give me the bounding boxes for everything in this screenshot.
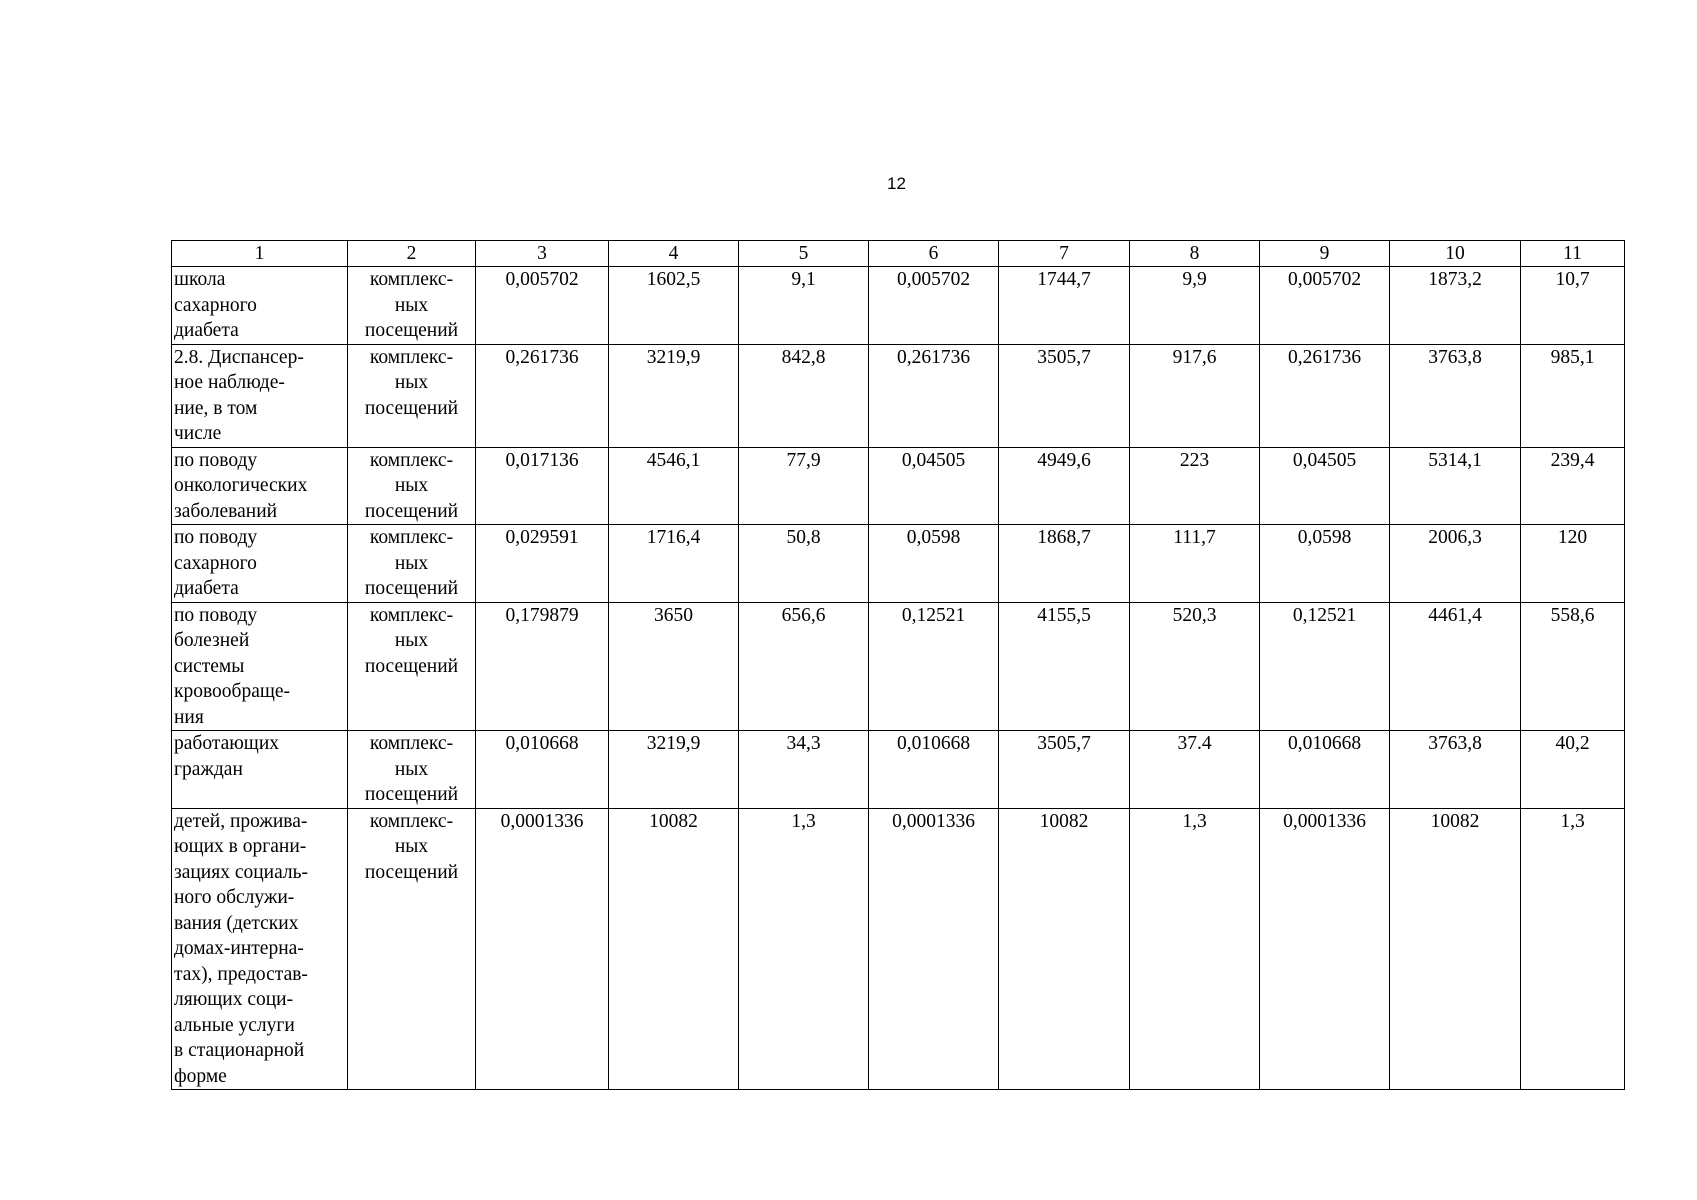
- value-cell: 0,261736: [1260, 344, 1390, 447]
- value-cell: 0,0001336: [476, 808, 609, 1090]
- value-cell: 3505,7: [999, 731, 1130, 809]
- row-name-cell: [172, 731, 348, 809]
- value-cell: 40,2: [1521, 731, 1625, 809]
- value-cell: 120: [1521, 525, 1625, 603]
- value-cell: 2006,3: [1390, 525, 1521, 603]
- value-cell: 4546,1: [609, 447, 739, 525]
- page-number: 12: [887, 174, 906, 193]
- value-cell: 558,6: [1521, 602, 1625, 731]
- data-table: [171, 240, 1625, 1090]
- value-cell: 1873,2: [1390, 267, 1521, 345]
- table-row: [172, 602, 1625, 731]
- column-header: 2: [348, 241, 476, 267]
- value-cell: 520,3: [1130, 602, 1260, 731]
- row-unit-cell: [348, 808, 476, 1090]
- row-unit: комплекс- ных посещений: [364, 733, 459, 805]
- value-cell: 10082: [609, 808, 739, 1090]
- value-cell: 3763,8: [1390, 731, 1521, 809]
- column-header: 9: [1260, 241, 1390, 267]
- table-row: [172, 447, 1625, 525]
- value-cell: 223: [1130, 447, 1260, 525]
- value-cell: 239,4: [1521, 447, 1625, 525]
- row-name: по поводу болезней системы кровообраще- ния: [174, 604, 291, 728]
- value-cell: 1868,7: [999, 525, 1130, 603]
- value-cell: 0,179879: [476, 602, 609, 731]
- table-row: [172, 525, 1625, 603]
- value-cell: 0,017136: [476, 447, 609, 525]
- row-unit: комплекс- ных посещений: [364, 604, 459, 677]
- column-header: 10: [1390, 241, 1521, 267]
- value-cell: 1744,7: [999, 267, 1130, 345]
- column-header: 5: [739, 241, 869, 267]
- row-name: по поводу сахарного диабета: [174, 527, 258, 599]
- row-name: работающих граждан: [174, 733, 280, 780]
- value-cell: 4461,4: [1390, 602, 1521, 731]
- row-name-cell: [172, 525, 348, 603]
- value-cell: 0,261736: [869, 344, 999, 447]
- value-cell: 10082: [1390, 808, 1521, 1090]
- value-cell: 9,9: [1130, 267, 1260, 345]
- value-cell: 1,3: [739, 808, 869, 1090]
- value-cell: 842,8: [739, 344, 869, 447]
- row-name-cell: [172, 267, 348, 345]
- value-cell: 50,8: [739, 525, 869, 603]
- column-header: 4: [609, 241, 739, 267]
- value-cell: 10,7: [1521, 267, 1625, 345]
- value-cell: 0,005702: [869, 267, 999, 345]
- value-cell: 0,12521: [1260, 602, 1390, 731]
- value-cell: 0,0001336: [869, 808, 999, 1090]
- column-header: 7: [999, 241, 1130, 267]
- row-name-cell: [172, 447, 348, 525]
- value-cell: 0,04505: [869, 447, 999, 525]
- value-cell: 4155,5: [999, 602, 1130, 731]
- value-cell: 0,261736: [476, 344, 609, 447]
- value-cell: 0,010668: [869, 731, 999, 809]
- row-unit-cell: [348, 344, 476, 447]
- column-header: 11: [1521, 241, 1625, 267]
- table-row: [172, 267, 1625, 345]
- value-cell: 3219,9: [609, 731, 739, 809]
- row-unit: комплекс- ных посещений: [364, 269, 459, 341]
- row-name-cell: [172, 602, 348, 731]
- value-cell: 0,0598: [1260, 525, 1390, 603]
- value-cell: 0,0598: [869, 525, 999, 603]
- column-header: 8: [1130, 241, 1260, 267]
- value-cell: 1,3: [1130, 808, 1260, 1090]
- value-cell: 0,0001336: [1260, 808, 1390, 1090]
- row-unit-cell: [348, 267, 476, 345]
- value-cell: 9,1: [739, 267, 869, 345]
- value-cell: 0,04505: [1260, 447, 1390, 525]
- row-name-cell: [172, 808, 348, 1090]
- value-cell: 1716,4: [609, 525, 739, 603]
- value-cell: 3650: [609, 602, 739, 731]
- value-cell: 0,029591: [476, 525, 609, 603]
- value-cell: 111,7: [1130, 525, 1260, 603]
- row-unit: комплекс- ных посещений: [364, 449, 459, 522]
- value-cell: 917,6: [1130, 344, 1260, 447]
- value-cell: 1,3: [1521, 808, 1625, 1090]
- row-unit-cell: [348, 602, 476, 731]
- value-cell: 77,9: [739, 447, 869, 525]
- row-name: по поводу онкологических заболеваний: [174, 449, 308, 522]
- row-unit: комплекс- ных посещений: [364, 527, 459, 599]
- value-cell: 0,005702: [1260, 267, 1390, 345]
- row-unit-cell: [348, 731, 476, 809]
- value-cell: 0,12521: [869, 602, 999, 731]
- row-unit-cell: [348, 525, 476, 603]
- value-cell: 1602,5: [609, 267, 739, 345]
- value-cell: 0,005702: [476, 267, 609, 345]
- value-cell: 3763,8: [1390, 344, 1521, 447]
- value-cell: 10082: [999, 808, 1130, 1090]
- column-header: 1: [172, 241, 348, 267]
- row-name: детей, прожива- ющих в органи- зациях социаль- ного обслужи- вания (детских домах-интерна- тах), предостав- ляющих соци- альные услуги в стационарной форме: [174, 810, 309, 1087]
- table-row: [172, 344, 1625, 447]
- value-cell: 656,6: [739, 602, 869, 731]
- row-name-cell: [172, 344, 348, 447]
- table-row: [172, 808, 1625, 1090]
- header-row: [172, 241, 1625, 267]
- column-header: 6: [869, 241, 999, 267]
- column-header: 3: [476, 241, 609, 267]
- value-cell: 985,1: [1521, 344, 1625, 447]
- row-unit: комплекс- ных посещений: [364, 810, 459, 883]
- row-unit: комплекс- ных посещений: [364, 346, 459, 419]
- table-row: [172, 731, 1625, 809]
- value-cell: 3505,7: [999, 344, 1130, 447]
- value-cell: 3219,9: [609, 344, 739, 447]
- value-cell: 37.4: [1130, 731, 1260, 809]
- row-name: 2.8. Диспансер- ное наблюде- ние, в том числе: [174, 346, 304, 444]
- value-cell: 4949,6: [999, 447, 1130, 525]
- value-cell: 0,010668: [1260, 731, 1390, 809]
- value-cell: 0,010668: [476, 731, 609, 809]
- row-unit-cell: [348, 447, 476, 525]
- row-name: школа сахарного диабета: [174, 269, 257, 341]
- value-cell: 34,3: [739, 731, 869, 809]
- value-cell: 5314,1: [1390, 447, 1521, 525]
